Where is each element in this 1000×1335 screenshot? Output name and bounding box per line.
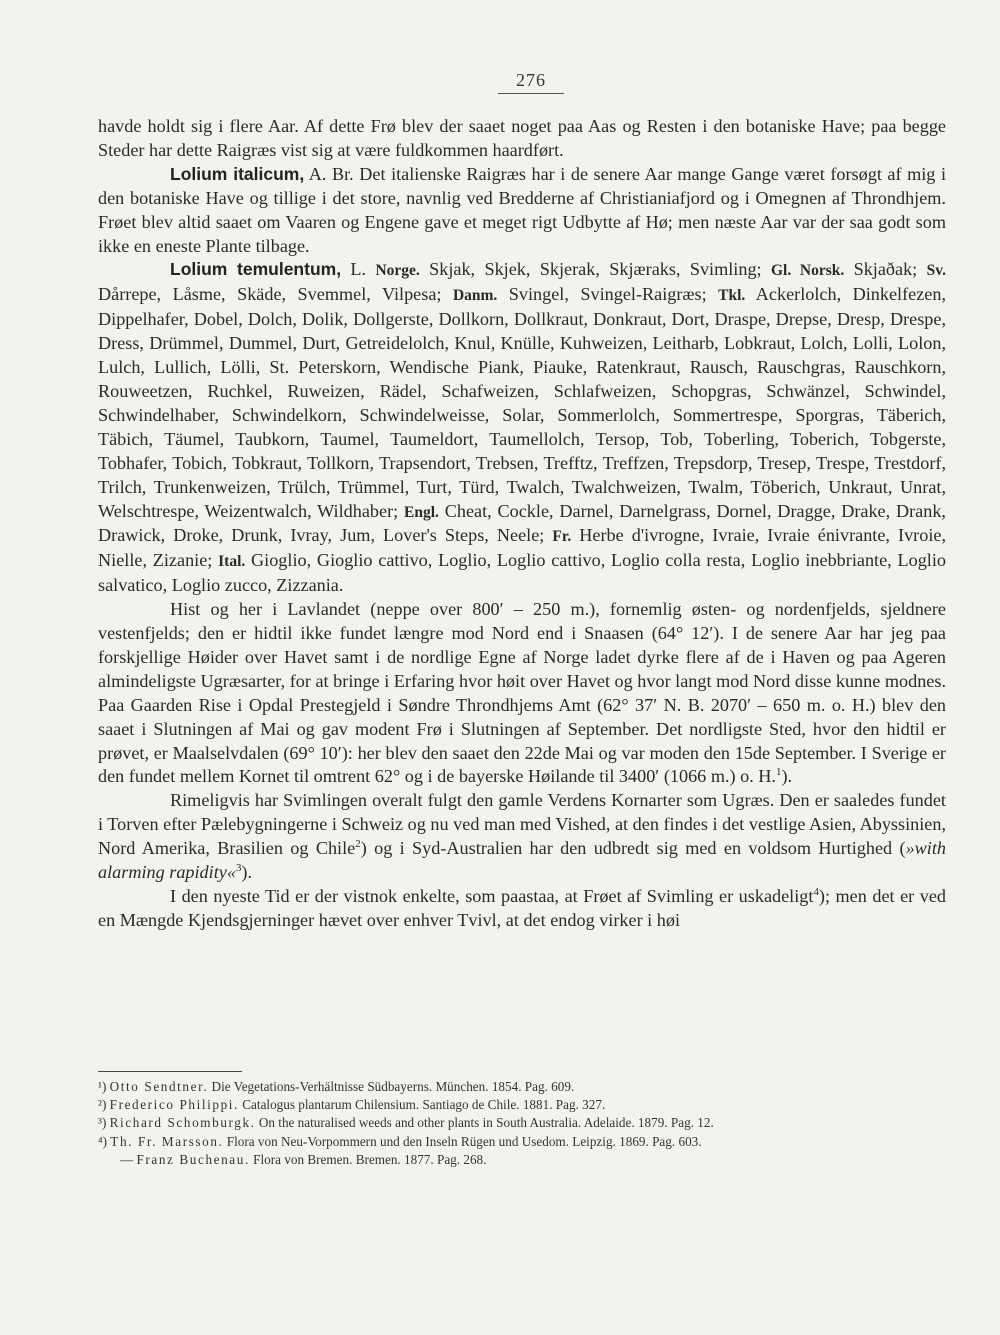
footnote-author: Richard Schomburgk. — [109, 1115, 256, 1131]
vernacular-names: Dårrepe, Låsme, Skäde, Svemmel, Vilpesa; — [98, 284, 453, 305]
vernacular-names: Skjak, Skjek, Skjerak, Skjæraks, Svimling; — [419, 259, 771, 280]
footnote-divider — [98, 1071, 242, 1072]
footnote-ref: 4 — [813, 885, 819, 898]
paragraph-text: A. Br. Det italienske Raigræs har i de senere Aar mange Gange været forsøgt af mig i den botaniske Have og tillige i det store, navnlig ved Bredderne af Christianiafjord og i Omegnen af Throndhjem. Frøet blev altid saaet om Vaaren og Engene gave et meget rigt Udbytte af Hø; men næste Aar var der saa godt som ikke en eneste Plante tilbage. — [98, 163, 946, 256]
paragraph-text: Rimeligvis har Svimlingen overalt fulgt den gamle Verdens Kornarter som Ugræs. Den er saaledes fundet i Torven efter Pælebygningerne i Schweiz og nu ved man med Vished, at den findes i det vestlige Asien, Abyssinien, Nord Amerika, Brasilien og Chile — [98, 790, 946, 859]
language-label-fr: Fr. — [552, 528, 572, 546]
quoted-phrase: »with alarming rapidity« — [98, 838, 946, 883]
footnote-ref: 1 — [775, 766, 782, 779]
footnote-author: Frederico Philippi. — [109, 1097, 239, 1113]
footnote-author: Franz Buchenau. — [136, 1151, 250, 1167]
footnote-text: Catalogus plantarum Chilensium. Santiago de Chile. 1881. Pag. 327. — [238, 1097, 606, 1113]
footnote-mark: ¹) — [98, 1079, 107, 1094]
vernacular-names: Skjaðak; — [844, 259, 927, 280]
language-label-gl-norsk: Gl. Norsk. — [770, 262, 845, 280]
vernacular-names: Gioglio, Gioglio cattivo, Loglio, Loglio cattivo, Loglio colla resta, Loglio inebbriante, Loglio salvatico, Loglio zucco, Zizzania. — [98, 550, 946, 596]
footnote-2 — [98, 1096, 948, 1114]
footnote-4 — [98, 1133, 948, 1151]
author-abbrev: L. — [341, 259, 376, 280]
language-label-sv: Sv. — [926, 262, 946, 280]
language-label-danm: Danm. — [452, 287, 498, 305]
footnote-mark: ⁴) — [98, 1133, 107, 1149]
paragraph-lolium-italicum — [98, 163, 946, 259]
vernacular-names: Cheat, Cockle, Darnel, Darnelgrass, Dornel, Dragge, Drake, Drank, Drawick, Droke, Drunk, Ivray, Jum, Lover's Steps, Neele; — [98, 500, 946, 546]
footnote-1 — [98, 1078, 948, 1096]
footnote-mark: ³) — [98, 1115, 107, 1131]
paragraph-distribution — [98, 598, 946, 789]
species-heading: Lolium temulentum, — [170, 259, 342, 280]
paragraph-text: ). — [781, 766, 793, 787]
footnote-ref: 3 — [235, 862, 242, 875]
page-number: 276 — [498, 70, 564, 94]
language-label-norge: Norge. — [375, 262, 420, 280]
paragraph-text: I den nyeste Tid er der vistnok enkelte, som paastaa, at Frøet af Svimling er uskadeligt — [170, 886, 814, 906]
paragraph-spread — [98, 789, 946, 885]
footnote-dash: — — [120, 1151, 137, 1167]
language-label-tkl: Tkl. — [718, 287, 746, 305]
footnote-text: Flora von Neu-Vorpommern und den Inseln Rügen und Usedom. Leipzig. 1869. Pag. 603. — [223, 1133, 702, 1149]
paragraph-text: ) og i Syd-Australien har den udbredt sig med en voldsom Hurtighed ( — [360, 838, 906, 859]
footnote-ref: 2 — [355, 838, 361, 851]
footnote-author: Th. Fr. Marsson. — [110, 1133, 224, 1149]
paragraph-lolium-temulentum — [98, 258, 946, 598]
footnote-text: Die Vegetations-Verhältnisse Südbayerns. München. 1854. Pag. 609. — [208, 1079, 575, 1094]
footnote-text: Flora von Bremen. Bremen. 1877. Pag. 268. — [249, 1151, 487, 1167]
footnote-mark: ²) — [98, 1097, 107, 1113]
paragraph-text: ); men det er ved en Mængde Kjendsgjerninger hævet over enhver Tvivl, at det endog virker i høi — [98, 886, 946, 930]
paragraph-toxicity — [98, 885, 946, 933]
language-label-ital: Ital. — [218, 553, 246, 571]
vernacular-names: Svingel, Svingel-Raigræs; — [497, 284, 719, 305]
paragraph-text: ). — [241, 862, 252, 883]
language-label-engl: Engl. — [404, 503, 439, 521]
paragraph-text: Hist og her i Lavlandet (neppe over 800′ – 250 m.), fornemlig østen- og nordenfjelds, sjeldnere vestenfjelds; den er hidtil ikke fundet længre mod Nord end i Snaasen (64° 12′). I de senere Aar har jeg paa forskjellige Høider over Havet samt i de nordlige Egne af Norge ladet dyrke flere af de i Haven og paa Ageren almindeligste Ugræsarter, for at bringe i Erfaring hvor høit over Havet og hvor langt mod Nord disse kunne modnes. Paa Gaarden Rise i Opdal Prestegjeld i Søndre Throndhjems Amt (62° 37′ N. B. 2070′ – 650 m. o. H.) blev den saaet i Slutningen af Mai og gav modent Frø i Slutningen af September. Det nordligste Sted, hvor den hidtil er prøvet, er Maalselvdalen (69° 10′): her blev den saaet den 22de Mai og var moden den 15de September. I Sverige er den fundet mellem Kornet til omtrent 62° og i de bayerske Høilande til 3400′ (1066 m.) o. H. — [98, 599, 946, 787]
body-text — [98, 115, 946, 933]
vernacular-names: Herbe d'ivrogne, Ivraie, Ivraie énivrante, Ivroie, Nielle, Zizanie; — [98, 525, 946, 571]
footnotes — [98, 1078, 948, 1169]
footnote-text: On the naturalised weeds and other plants in South Australia. Adelaide. 1879. Pag. 12. — [255, 1115, 714, 1131]
paragraph-continuation: havde holdt sig i flere Aar. Af dette Frø blev der saaet noget paa Aas og Resten i den botaniske Have; paa begge Steder har dette Raigræs vist sig at være fuldkommen haardført. — [98, 116, 946, 160]
footnote-author: Otto Sendtner. — [109, 1079, 209, 1094]
footnote-3 — [98, 1114, 948, 1132]
vernacular-names: Ackerlolch, Dinkelfezen, Dippelhafer, Dobel, Dolch, Dolik, Dollgerste, Dollkorn, Dollkraut, Donkraut, Dort, Draspe, Drepse, Dresp, Drespe, Dress, Drümmel, Dummel, Durt, Getreidelolch, Knul, Knülle, Kuhweizen, Leitharb, Lobkraut, Lolch, Lolli, Lolon, Lulch, Lullich, Lölli, St. Peterskorn, Wendische Piank, Piauke, Ratenkraut, Rausch, Rauschgras, Rauschkorn, Rouweetzen, Ruchkel, Ruweizen, Rädel, Schafweizen, Schlafweizen, Schopgras, Schwänzel, Schwindel, Schwindelhaber, Schwindelkorn, Schwindelweisse, Solar, Sommerlolch, Sommertrespe, Sporgras, Täberich, Täbich, Täumel, Taubkorn, Taumel, Taumeldort, Taumellolch, Tersop, Tob, Toberling, Toberich, Tobgerste, Tobhafer, Tobich, Tobkraut, Tollkorn, Trapsendort, Trebsen, Trefftz, Treffzen, Trepsdorp, Tresep, Trespe, Trestdorf, Trilch, Trunkenweizen, Trülch, Trümmel, Turt, Türd, Twalch, Twalchweizen, Twalm, Töberich, Unkraut, Unrat, Welschtrespe, Weizentwalch, Wildhaber; — [98, 284, 947, 521]
species-heading: Lolium italicum, — [170, 163, 305, 184]
footnote-4-continued — [98, 1151, 948, 1169]
